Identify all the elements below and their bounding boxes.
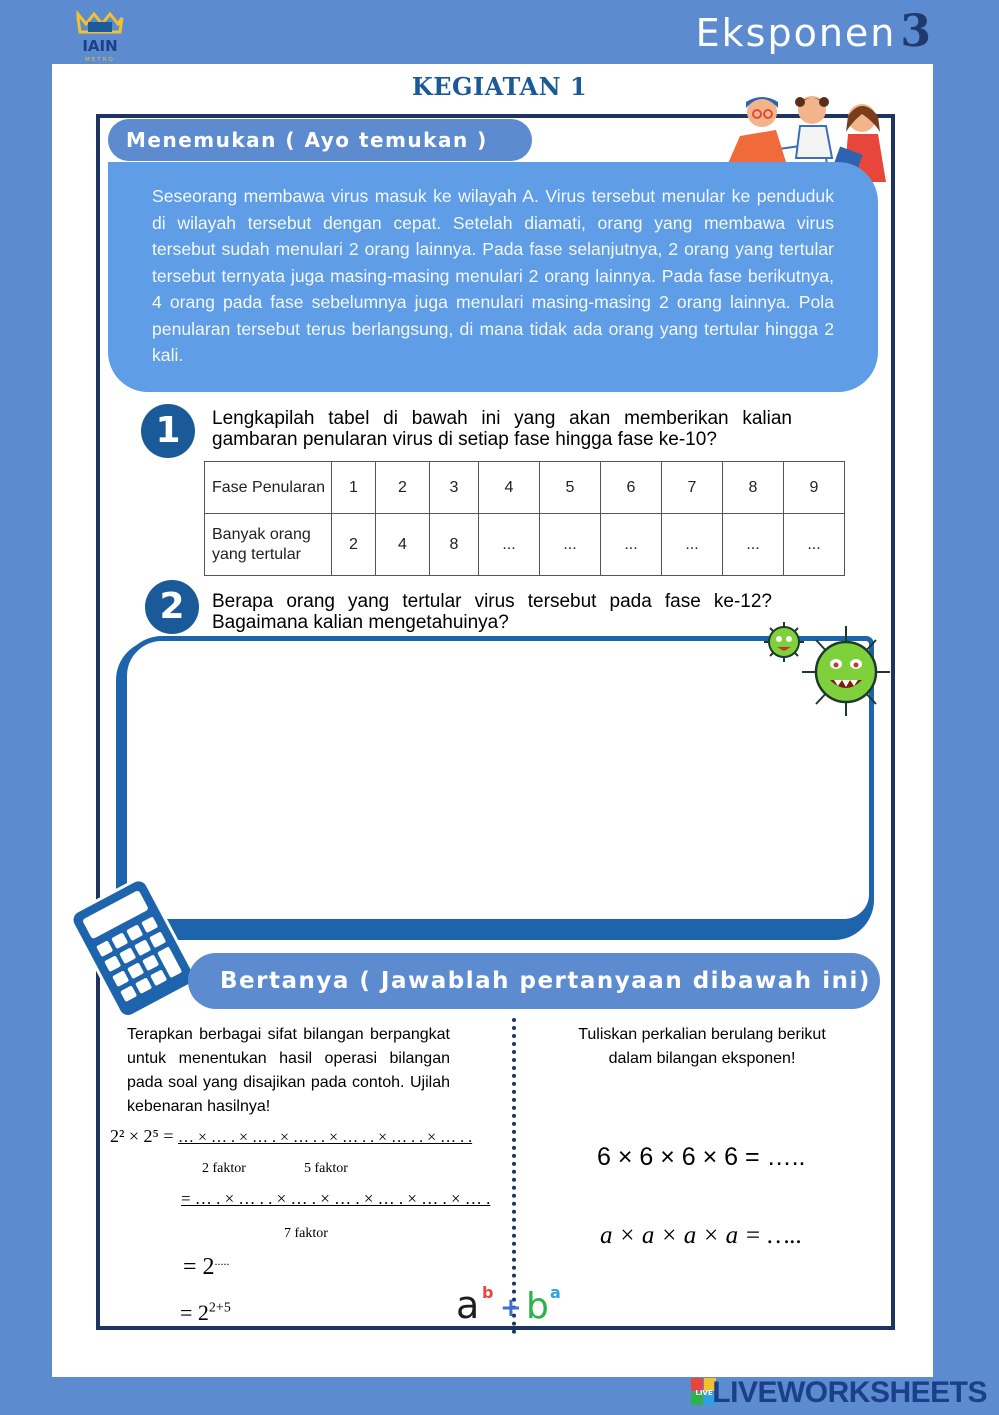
table-row-phase xyxy=(205,462,845,514)
right-instruction: Tuliskan perkalian berulang berikut dalam bilangan eksponen! xyxy=(578,1026,826,1067)
table-cell: 2 xyxy=(332,514,376,576)
equation-line4-exponent: 2+5 xyxy=(208,1300,231,1316)
section1-title: Menemukan ( Ayo temukan ) xyxy=(108,119,532,161)
table-header-phase: Fase Penularan xyxy=(205,462,332,514)
calculator-icon xyxy=(66,880,198,1020)
equation-lhs: 2² × 2⁵ = xyxy=(110,1126,174,1146)
decor-b: b xyxy=(526,1286,549,1324)
icon-letters: LIVE xyxy=(695,1389,713,1397)
equation-line-1 xyxy=(110,1126,472,1147)
virus-illustration xyxy=(754,616,894,720)
story-paragraph: Seseorang membawa virus masuk ke wilayah A. Virus tersebut menular ke penduduk di wilayah tersebut dengan cepat. Setelah diamati, orang yang membawa virus tersebut sudah menulari 2 orang lainnya. Pada fase selanjutnya, 2 orang yang tertular tersebut ternyata juga masing-masing menulari 2 orang lainnya. Pada fase berikutnya, 4 orang pada fase sebelumnya juga menulari masing-masing 2 orang lainnya. Pola penularan tersebut terus berlangsung, di mana tidak ada orang yang tertular hingga 2 kali. xyxy=(108,162,878,392)
right-equation-2[interactable]: a × a × a × a = ….. xyxy=(600,1222,803,1249)
label-7-faktor: 7 faktor xyxy=(284,1226,328,1241)
equation-line-3 xyxy=(183,1254,230,1281)
table-cell: 5 xyxy=(540,462,601,514)
question1-text: Lengkapilah tabel di bawah ini yang akan memberikan kalian gambaran penularan virus di setiap fase hingga fase ke-10? xyxy=(212,408,792,450)
decor-b-exp: b xyxy=(482,1283,494,1302)
answer-cell[interactable]: ... xyxy=(662,514,723,576)
iain-logo xyxy=(70,8,130,62)
decor-a-exp: a xyxy=(550,1283,561,1302)
answer-cell[interactable]: ... xyxy=(601,514,662,576)
right-equation-1[interactable]: 6 × 6 × 6 × 6 = ….. xyxy=(597,1143,806,1171)
liveworksheets-brand[interactable]: LIVEWORKSHEETS xyxy=(712,1376,987,1409)
chapter-number: 3 xyxy=(900,6,933,57)
equation-line4-base: = 2 xyxy=(180,1300,209,1325)
label-2-faktor: 2 faktor xyxy=(202,1161,246,1176)
table-cell: 3 xyxy=(430,462,479,514)
table-cell: 2 xyxy=(376,462,430,514)
label-5-faktor: 5 faktor xyxy=(304,1161,348,1176)
table-cell: 4 xyxy=(376,514,430,576)
equation-factors-line1[interactable]: … × … . × … . × … . . × … . . × … . . × … . . xyxy=(177,1129,473,1146)
logo-text: IAIN xyxy=(82,37,118,55)
answer-cell[interactable]: ... xyxy=(479,514,540,576)
table-cell: 1 xyxy=(332,462,376,514)
equation-line-4 xyxy=(180,1300,231,1326)
transmission-table xyxy=(204,461,845,576)
table-cell: 8 xyxy=(723,462,784,514)
equation-line-2[interactable]: = … . × … . . × … . × … . × … . × … . × … . xyxy=(181,1189,491,1208)
kegiatan-heading: KEGIATAN 1 xyxy=(411,72,588,101)
logo-subtext: METRO xyxy=(85,57,115,62)
question1-number: 1 xyxy=(141,404,195,458)
table-row-count xyxy=(205,514,845,576)
table-cell: 7 xyxy=(662,462,723,514)
question2-text: Berapa orang yang tertular virus tersebut pada fase ke-12? Bagaimana kalian mengetahuinya? xyxy=(212,591,772,633)
answer-cell[interactable]: ... xyxy=(723,514,784,576)
table-header-count: Banyak orang yang tertular xyxy=(205,514,332,576)
question2-number: 2 xyxy=(145,580,199,634)
answer-cell[interactable]: ... xyxy=(784,514,845,576)
exponent-decoration xyxy=(456,1280,572,1324)
section2-title: Bertanya ( Jawablah pertanyaan dibawah ini) xyxy=(188,953,880,1009)
decor-a: a xyxy=(456,1283,480,1324)
page-title xyxy=(696,6,933,57)
equation-line3-base: = 2 xyxy=(183,1254,215,1280)
answer-cell[interactable]: ... xyxy=(540,514,601,576)
title-text: Eksponen xyxy=(695,11,897,55)
decor-plus: + xyxy=(500,1293,522,1323)
table-cell: 9 xyxy=(784,462,845,514)
table-cell: 4 xyxy=(479,462,540,514)
table-cell: 6 xyxy=(601,462,662,514)
table-cell: 8 xyxy=(430,514,479,576)
left-instruction: Terapkan berbagai sifat bilangan berpangkat untuk menentukan hasil operasi bilangan pada soal yang disajikan pada contoh. Ujilah kebenaran hasilnya! xyxy=(127,1026,450,1115)
equation-line3-exponent[interactable]: ..... xyxy=(214,1254,230,1268)
